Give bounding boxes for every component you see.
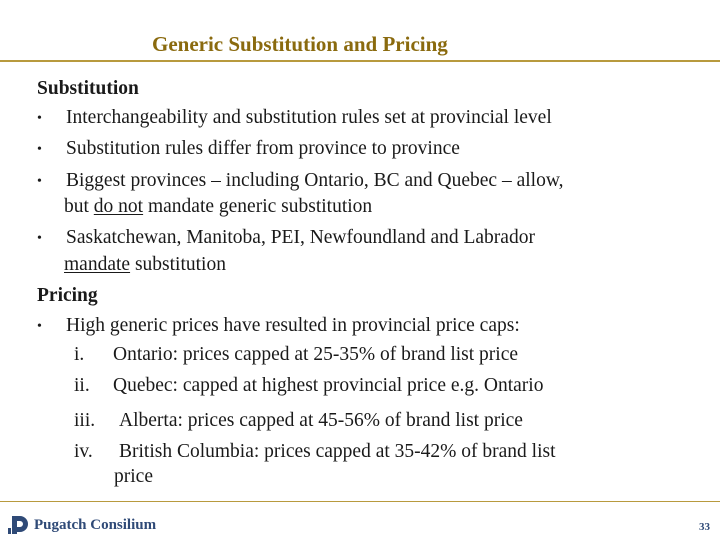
bullet-text-3-pre: but [64, 196, 94, 217]
bullet-text-2: Substitution rules differ from province to province [66, 138, 460, 159]
bullet-1: • [37, 111, 42, 126]
bullet-text-1: Interchangeability and substitution rules set at provincial level [66, 107, 552, 128]
bullet-text-3-line-1: Biggest provinces – including Ontario, BC and Quebec – allow, [66, 170, 564, 191]
item-2-text: Quebec: capped at highest provincial price e.g. Ontario [113, 375, 544, 396]
logo-text: Pugatch Consilium [34, 517, 157, 533]
emphasis-mandate: mandate [64, 254, 131, 275]
pricing-heading: Pricing [37, 285, 98, 306]
bullet-2: • [37, 142, 42, 157]
item-3-text: Alberta: prices capped at 45-56% of brand list price [119, 410, 523, 431]
item-1-text: Ontario: prices capped at 25-35% of brand list price [113, 344, 519, 365]
bullet-3: • [37, 174, 42, 189]
bullet-text-3-post: mandate generic substitution [143, 196, 373, 217]
bullet-text-4-post: substitution [130, 254, 226, 275]
title-divider [0, 60, 720, 62]
logo-icon [8, 514, 30, 541]
emphasis-do-not: do not [93, 196, 144, 217]
bullet-text-5: High generic prices have resulted in provincial price caps: [66, 315, 520, 336]
bullet-text-4-line-1: Saskatchewan, Manitoba, PEI, Newfoundland and Labrador [66, 227, 535, 248]
logo-mark-icon [8, 514, 30, 536]
page-number: 33 [699, 521, 710, 533]
item-4-number: iv. [74, 441, 93, 462]
item-1-number: i. [74, 344, 85, 365]
bullet-text-4-line-2 [64, 254, 226, 276]
item-4-text-line-1: British Columbia: prices capped at 35-42% of brand list [119, 441, 556, 462]
bullet-4: • [37, 231, 42, 246]
item-3-number: iii. [74, 410, 96, 431]
bullet-5: • [37, 319, 42, 334]
item-2-number: ii. [74, 375, 90, 396]
item-4-text-line-2: price [114, 466, 153, 487]
bullet-text-3-line-2 [64, 196, 372, 218]
substitution-heading: Substitution [37, 78, 139, 99]
footer-divider [0, 501, 720, 502]
slide-title: Generic Substitution and Pricing [152, 32, 448, 56]
